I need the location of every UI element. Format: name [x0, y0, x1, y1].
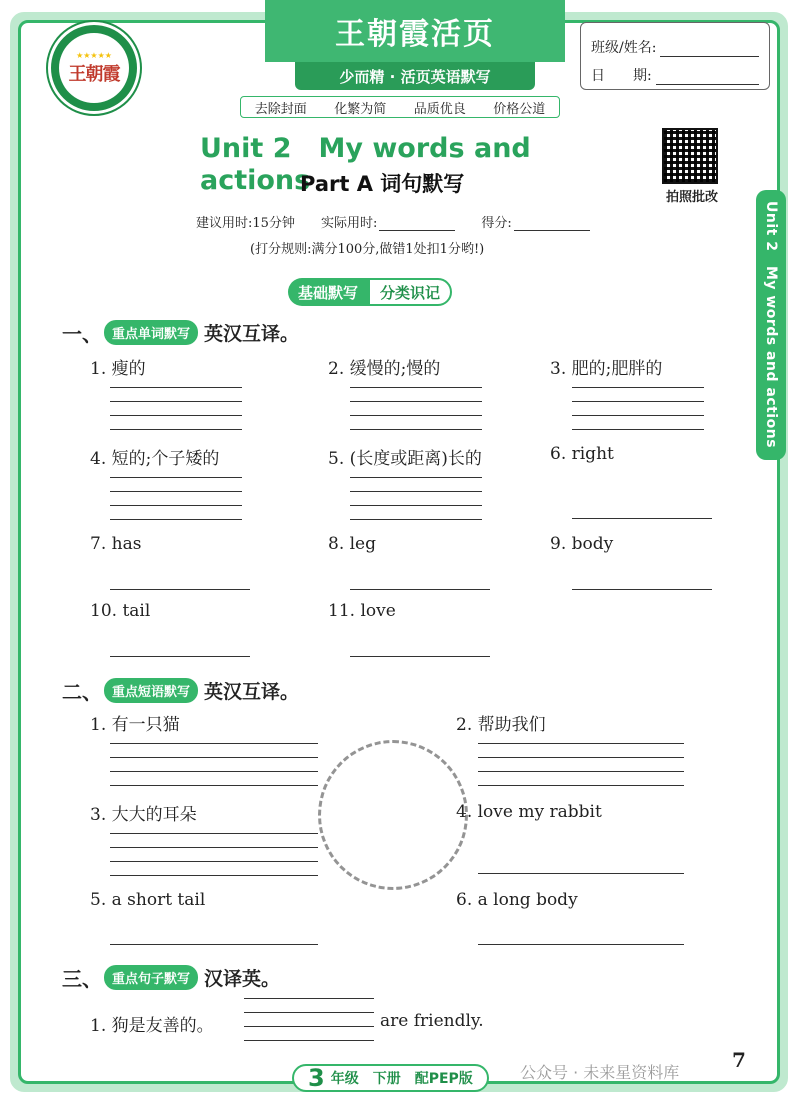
answer-line[interactable]: [110, 875, 318, 876]
answer-line[interactable]: [350, 519, 482, 520]
answer-line[interactable]: [110, 589, 250, 590]
answer-line[interactable]: [572, 429, 704, 430]
page-number: 7: [732, 1048, 746, 1072]
answer-line[interactable]: [350, 491, 482, 492]
answer-line[interactable]: [110, 491, 242, 492]
part-title: Part A 词句默写: [300, 172, 465, 196]
section-title: 英汉互译。: [204, 681, 300, 703]
stars-icon: ★★★★★: [76, 50, 112, 60]
answer-line[interactable]: [110, 505, 242, 506]
section-title: 汉译英。: [204, 968, 281, 990]
qr-label: 拍照批改: [665, 190, 718, 205]
word-item: 5. (长度或距离)长的: [328, 449, 482, 469]
phrase-item: 2. 帮助我们: [456, 715, 546, 735]
answer-line[interactable]: [110, 429, 242, 430]
slogan: 化繁为简: [334, 101, 387, 117]
answer-line[interactable]: [244, 1026, 374, 1027]
brand-title: 王朝霞活页: [265, 0, 565, 62]
word-item: 10. tail: [90, 601, 151, 621]
answer-line[interactable]: [350, 415, 482, 416]
phrase-item: 6. a long body: [456, 890, 578, 910]
phrase-item: 4. love my rabbit: [456, 802, 602, 822]
answer-line[interactable]: [478, 743, 684, 744]
student-info-box: [580, 22, 770, 90]
score-label: 得分:: [481, 216, 512, 231]
grade-text: 年级 下册 配PEP版: [330, 1071, 473, 1087]
answer-line[interactable]: [110, 656, 250, 657]
stamp-seal: [318, 740, 468, 890]
answer-line[interactable]: [110, 944, 318, 945]
qr-code-icon[interactable]: [662, 128, 718, 184]
phrase-item: 5. a short tail: [90, 890, 206, 910]
word-item: 7. has: [90, 534, 142, 554]
slogan: 去除封面: [254, 101, 307, 117]
section-3-heading: [62, 963, 280, 992]
word-item: 9. body: [550, 534, 614, 554]
answer-line[interactable]: [350, 387, 482, 388]
score-field[interactable]: [514, 217, 590, 231]
side-tab-label: Unit 2 My words and actions: [763, 201, 779, 449]
answer-line[interactable]: [572, 589, 712, 590]
answer-line[interactable]: [244, 1012, 374, 1013]
timing-row: [196, 212, 590, 231]
answer-line[interactable]: [350, 429, 482, 430]
class-name-field[interactable]: [660, 41, 759, 57]
section-2-heading: [62, 676, 299, 705]
answer-line[interactable]: [110, 477, 242, 478]
slogan-bar: [240, 96, 560, 118]
slogan: 价格公道: [493, 101, 546, 117]
section-tag: 重点单词默写: [104, 320, 198, 345]
answer-line[interactable]: [350, 401, 482, 402]
answer-line[interactable]: [350, 505, 482, 506]
answer-line[interactable]: [110, 387, 242, 388]
answer-line[interactable]: [350, 589, 490, 590]
section-1-heading: [62, 318, 299, 347]
phrase-item: 3. 大大的耳朵: [90, 805, 197, 825]
section-number: 三、: [62, 967, 102, 991]
word-item: 4. 短的;个子矮的: [90, 449, 220, 469]
answer-line[interactable]: [110, 757, 318, 758]
section-title: 英汉互译。: [204, 323, 300, 345]
grade-number: 3: [308, 1064, 325, 1092]
section-tag: 重点句子默写: [104, 965, 198, 990]
answer-line[interactable]: [350, 656, 490, 657]
sentence-item-suffix: are friendly.: [380, 1011, 484, 1031]
actual-time-field[interactable]: [379, 217, 455, 231]
category-pill: [288, 278, 452, 306]
word-item: 8. leg: [328, 534, 377, 554]
answer-line[interactable]: [244, 1040, 374, 1041]
slogan: 品质优良: [413, 101, 466, 117]
brand-logo: [48, 22, 140, 114]
class-name-label: 班级/姓名:: [591, 40, 657, 56]
watermark: 公众号 · 未来星资料库: [520, 1063, 680, 1082]
answer-line[interactable]: [110, 415, 242, 416]
answer-line[interactable]: [478, 873, 684, 874]
word-item: 11. love: [328, 601, 396, 621]
scoring-rule: (打分规则:满分100分,做错1处扣1分哟!): [250, 242, 485, 257]
unit-title: Unit 2 My words and actions: [200, 133, 531, 196]
grade-footer: [292, 1064, 489, 1092]
sentence-item-prefix: 1. 狗是友善的。: [90, 1016, 214, 1036]
actual-time-label: 实际用时:: [320, 216, 378, 231]
phrase-item: 1. 有一只猫: [90, 715, 180, 735]
answer-line[interactable]: [478, 785, 684, 786]
answer-line[interactable]: [572, 387, 704, 388]
suggested-time: 建议用时:15分钟: [196, 216, 295, 231]
category-right: 分类识记: [368, 278, 452, 306]
word-item: 3. 肥的;肥胖的: [550, 359, 663, 379]
answer-line[interactable]: [110, 861, 318, 862]
category-left: 基础默写: [288, 278, 368, 306]
date-field[interactable]: [656, 69, 759, 85]
brand-subtitle: 少而精 · 活页英语默写: [295, 62, 535, 90]
logo-text: 王朝霞: [68, 63, 120, 85]
answer-line[interactable]: [110, 847, 318, 848]
answer-line[interactable]: [110, 519, 242, 520]
section-number: 一、: [62, 322, 102, 346]
answer-line[interactable]: [478, 757, 684, 758]
answer-line[interactable]: [572, 415, 704, 416]
answer-line[interactable]: [110, 785, 318, 786]
word-item: 1. 瘦的: [90, 359, 146, 379]
answer-line[interactable]: [110, 771, 318, 772]
answer-line[interactable]: [244, 998, 374, 999]
answer-line[interactable]: [110, 401, 242, 402]
answer-line[interactable]: [478, 944, 684, 945]
answer-line[interactable]: [478, 771, 684, 772]
word-item: 2. 缓慢的;慢的: [328, 359, 441, 379]
date-label: 日 期:: [591, 68, 652, 84]
section-tag: 重点短语默写: [104, 678, 198, 703]
answer-line[interactable]: [350, 477, 482, 478]
section-number: 二、: [62, 680, 102, 704]
word-item: 6. right: [550, 444, 614, 464]
answer-line[interactable]: [572, 518, 712, 519]
answer-line[interactable]: [110, 833, 318, 834]
answer-line[interactable]: [110, 743, 318, 744]
answer-line[interactable]: [572, 401, 704, 402]
side-unit-tab: [756, 190, 786, 460]
